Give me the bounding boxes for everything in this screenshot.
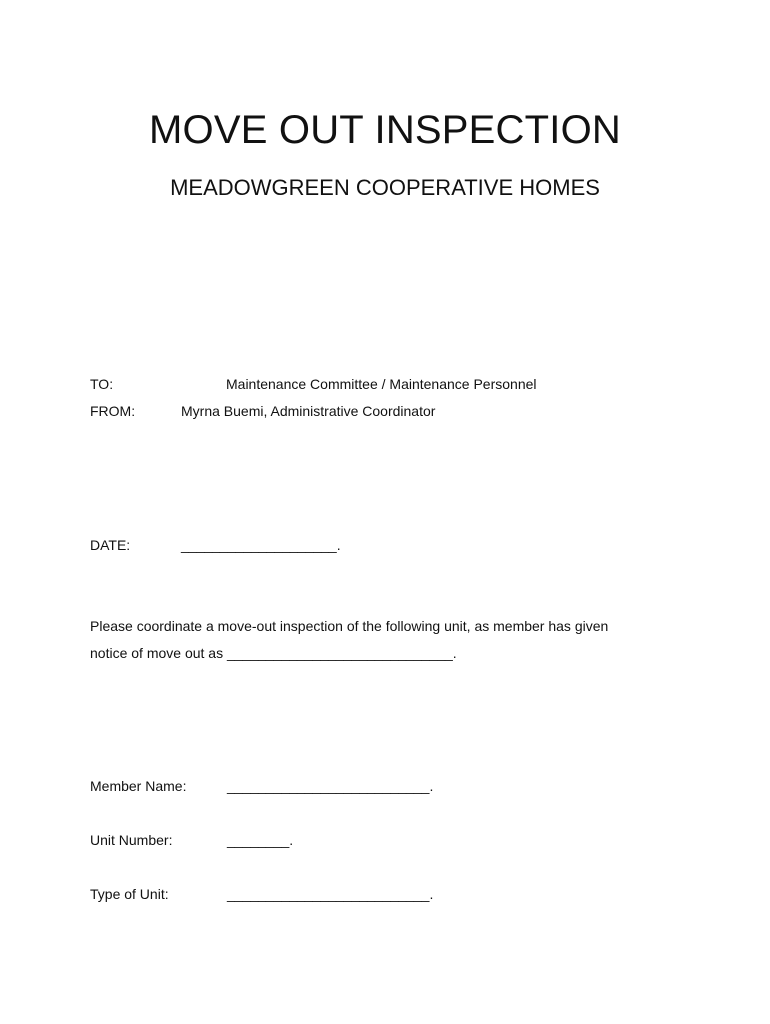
document-subtitle: MEADOWGREEN COOPERATIVE HOMES [170, 175, 600, 200]
type-of-unit-label: Type of Unit: [90, 886, 169, 902]
unit-number-blank[interactable]: ________. [227, 832, 294, 848]
unit-number-label: Unit Number: [90, 832, 173, 848]
to-value: Maintenance Committee / Maintenance Personnel [226, 376, 537, 392]
from-value: Myrna Buemi, Administrative Coordinator [181, 403, 436, 419]
date-label: DATE: [90, 537, 131, 553]
body-line-1: Please coordinate a move-out inspection of the following unit, as member has given [90, 618, 609, 634]
from-label: FROM: [90, 403, 136, 419]
type-of-unit-blank[interactable]: __________________________. [227, 886, 434, 902]
body-line-2: notice of move out as _____________________________. [90, 645, 457, 661]
date-blank[interactable]: ____________________. [181, 537, 341, 553]
member-name-blank[interactable]: __________________________. [227, 778, 434, 794]
to-label: TO: [90, 376, 114, 392]
member-name-label: Member Name: [90, 778, 187, 794]
document-title: MOVE OUT INSPECTION [148, 108, 621, 152]
